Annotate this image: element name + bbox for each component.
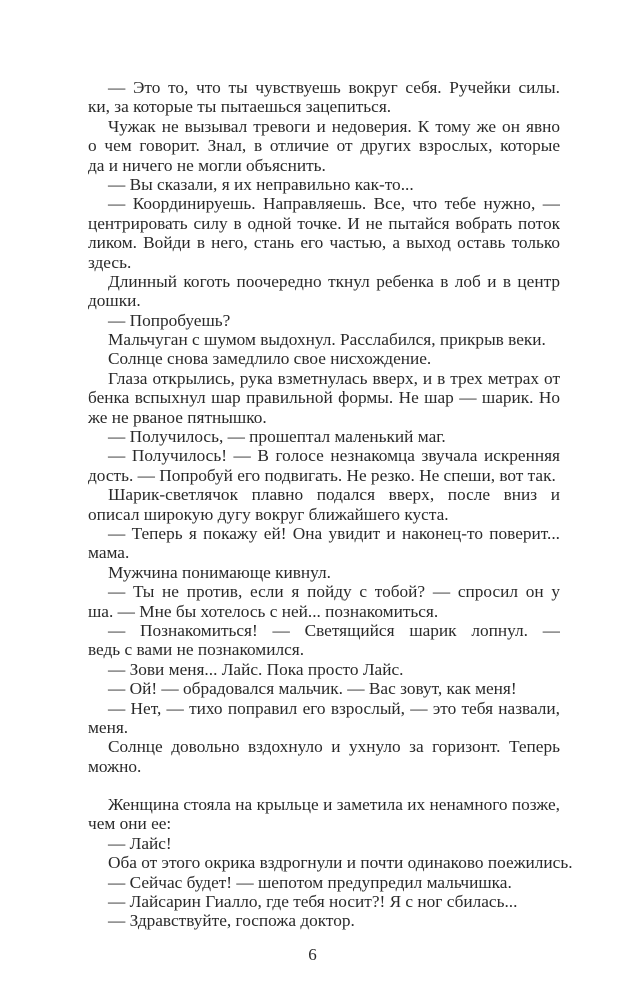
text-line: центрировать силу в одной точке. И не пытайся вобрать поток <box>88 213 560 233</box>
text-line: — Это то, что ты чувствуешь вокруг себя. Ручейки силы. <box>108 78 560 97</box>
paragraph <box>88 795 560 834</box>
text-line: ведь с вами не познакомился. <box>88 640 305 660</box>
text-line: — Лайс! <box>108 833 172 853</box>
text-line: чем они ее: <box>88 814 172 834</box>
text-line: Мужчина понимающе кивнул. <box>108 562 331 582</box>
paragraph <box>88 369 560 427</box>
text-line: — Координируешь. Направляешь. Все, что тебе нужно, — <box>108 194 560 214</box>
paragraph <box>88 446 560 485</box>
text-line: можно. <box>88 756 142 776</box>
text-line: Женщина стояла на крыльце и заметила их ненамного позже, <box>108 795 560 815</box>
text-line: — Вы сказали, я их неправильно как-то... <box>108 174 414 194</box>
text-line: — Получилось, — прошептал маленький маг. <box>108 427 446 447</box>
paragraph <box>88 911 560 930</box>
paragraph <box>88 892 560 911</box>
paragraph <box>88 117 560 175</box>
text-line: ки, за которые ты пытаешься зацепиться. <box>88 97 392 117</box>
text-line: — Получилось! — В голосе незнакомца звучала искренняя <box>108 446 560 466</box>
paragraph <box>88 699 560 738</box>
paragraph <box>88 311 560 330</box>
text-line: здесь. <box>88 252 132 272</box>
paragraph <box>88 737 560 776</box>
text-line: Чужак не вызывал тревоги и недоверия. К тому же он явно <box>108 116 560 136</box>
paragraph <box>88 194 560 272</box>
text-line: ша. — Мне бы хотелось с ней... познакомиться. <box>88 601 439 621</box>
text-line: бенка вспыхнул шар правильной формы. Не шар — шарик. Но <box>88 388 560 408</box>
text-line: Шарик-светлячок плавно подался вверх, после вниз и <box>108 485 560 505</box>
text-line: — Теперь я покажу ей! Она увидит и наконец-то поверит... <box>108 523 560 543</box>
text-line: ликом. Войди в него, стань его частью, а выход оставь только <box>88 233 560 253</box>
paragraph <box>88 679 560 698</box>
paragraph <box>88 563 560 582</box>
page-body-text <box>88 78 573 931</box>
text-line: — Зови меня... Лайс. Пока просто Лайс. <box>108 659 404 679</box>
text-line: — Ой! — обрадовался мальчик. — Вас зовут, как меня! <box>108 679 517 699</box>
paragraph <box>88 78 560 117</box>
text-line: — Нет, — тихо поправил его взрослый, — это тебя назвали, <box>108 698 560 718</box>
paragraph <box>88 853 573 873</box>
text-line: — Ты не против, если я пойду с тобой? — спросил он у <box>108 582 560 602</box>
text-line: Солнце довольно вздохнуло и ухнуло за горизонт. Теперь <box>108 737 560 757</box>
paragraph <box>88 660 560 679</box>
paragraph <box>88 873 560 892</box>
paragraph <box>88 349 560 368</box>
text-line: Солнце снова замедлило свое нисхождение. <box>108 349 432 369</box>
page-number: 6 <box>308 945 317 964</box>
paragraph <box>88 427 560 446</box>
text-line: Мальчуган с шумом выдохнул. Расслабился, прикрыв веки. <box>108 330 546 350</box>
paragraph <box>88 621 560 660</box>
text-line: дошки. <box>88 291 141 311</box>
text-line: да и ничего не могли объяснить. <box>88 155 326 175</box>
text-line: — Здравствуйте, госпожа доктор. <box>108 911 355 931</box>
text-line: дость. — Попробуй его подвигать. Не резко. Не спеши, вот так. <box>88 465 556 485</box>
paragraph <box>88 582 560 621</box>
text-line: же не рваное пятнышко. <box>88 407 267 427</box>
paragraph <box>88 330 560 349</box>
text-line: — Сейчас будет! — шепотом предупредил мальчишка. <box>108 872 512 892</box>
paragraph <box>88 485 560 524</box>
text-line: Длинный коготь поочередно ткнул ребенка в лоб и в центр <box>108 271 560 291</box>
paragraph <box>88 524 560 563</box>
text-line: — Попробуешь? <box>108 310 231 330</box>
text-line: мама. <box>88 543 130 563</box>
paragraph <box>88 175 560 194</box>
text-line: Оба от этого окрика вздрогнули и почти одинаково поежились. <box>108 853 573 873</box>
paragraph <box>88 272 560 311</box>
text-line: — Лайсарин Гиалло, где тебя носит?! Я с ног сбилась... <box>108 892 518 912</box>
text-line: о чем говорит. Знал, в отличие от других взрослых, которые <box>88 136 560 156</box>
text-line: меня. <box>88 717 129 737</box>
text-line: — Познакомиться! — Светящийся шарик лопнул. — <box>108 620 560 640</box>
text-line: описал широкую дугу вокруг ближайшего куста. <box>88 504 449 524</box>
text-line: Глаза открылись, рука взметнулась вверх, и в трех метрах от <box>108 368 560 388</box>
paragraph <box>88 834 560 853</box>
section-break <box>88 776 560 795</box>
